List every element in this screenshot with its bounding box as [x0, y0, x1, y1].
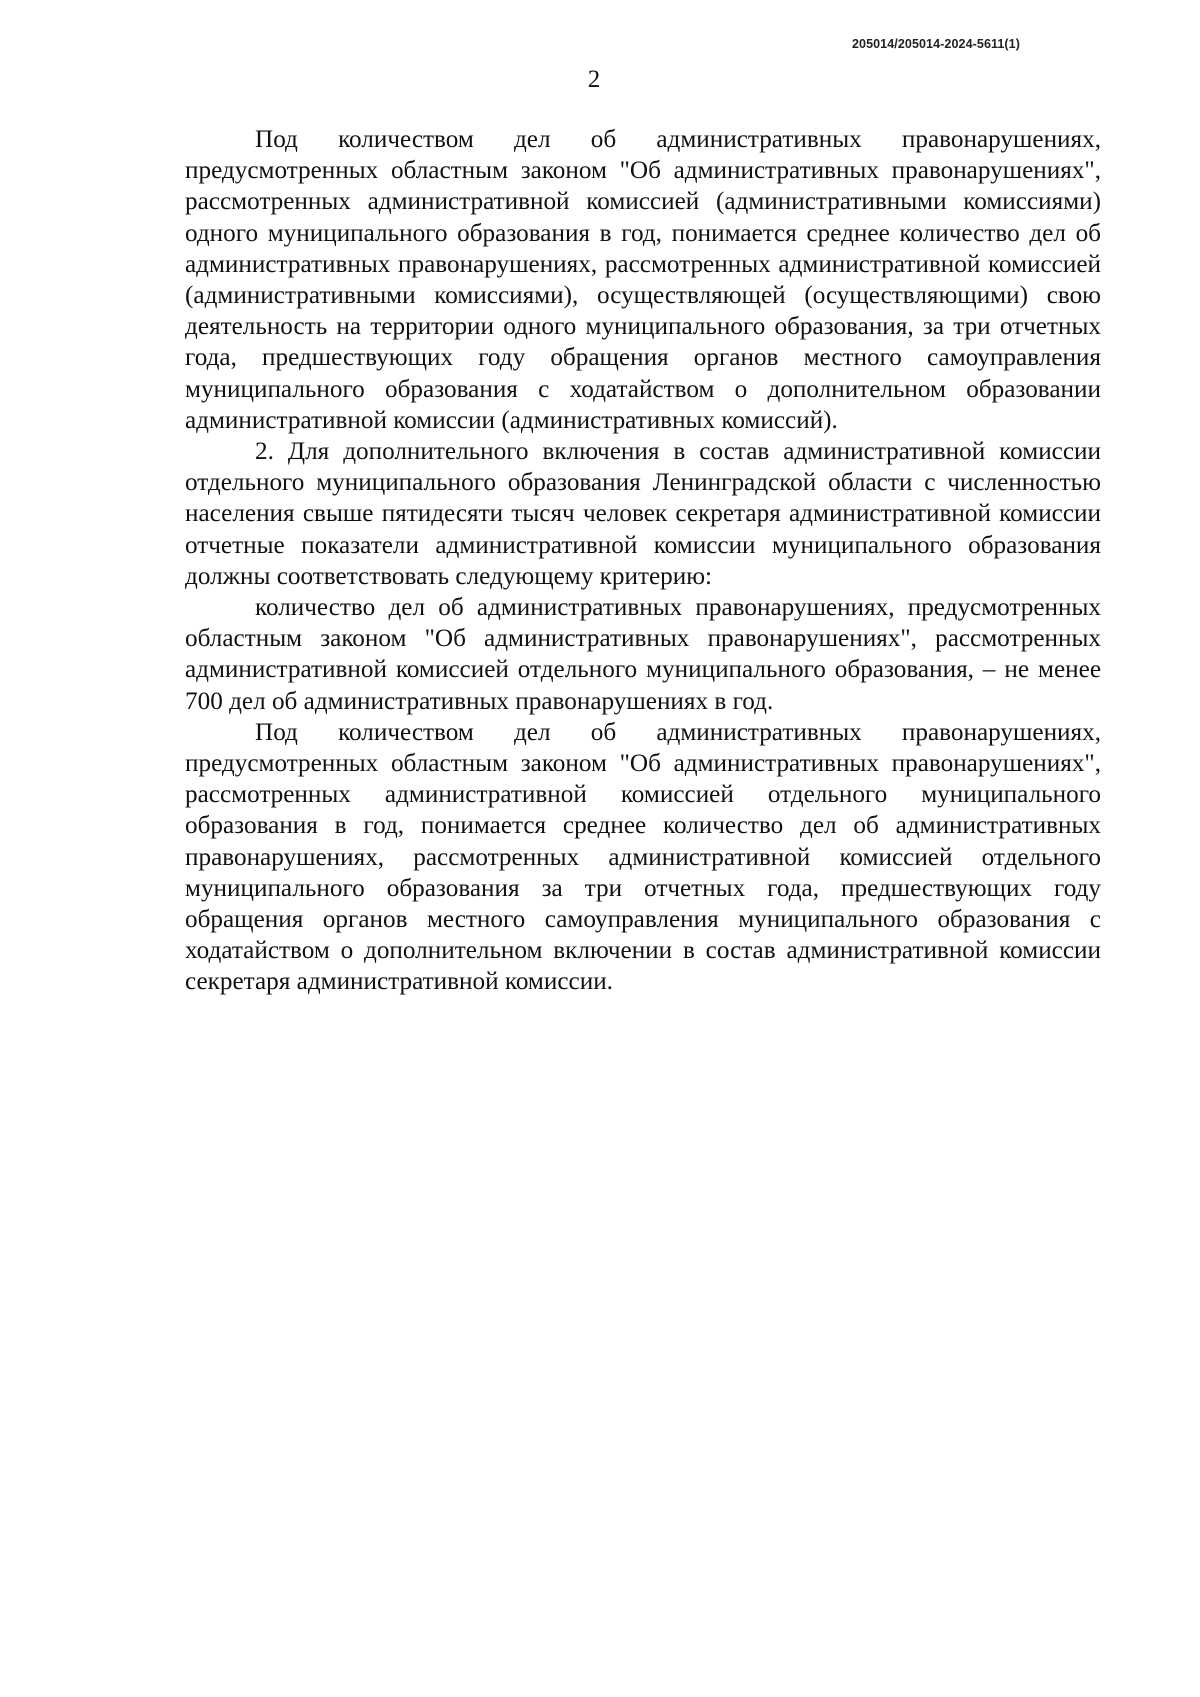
document-id: 205014/205014-2024-5611(1) [851, 37, 1020, 51]
page-number: 2 [587, 66, 601, 93]
document-body [185, 124, 1101, 998]
paragraph-criterion: количество дел об административных правонарушениях, предусмотренных областным законом "Об административных правонарушениях", рассмотренных административной комиссией отдельного муниципального образования, – не менее 700 дел об административных правонарушениях в год. [185, 594, 1101, 715]
paragraph-item-2: 2. Для дополнительного включения в состав административной комиссии отдельного муниципального образования Ленинградской области с численностью населения свыше пятидесяти тысяч человек секретаря административной комиссии отчетные показатели административной комиссии муниципального образования должны соответствовать следующему критерию: [185, 438, 1101, 590]
paragraph-definition-secretary: Под количеством дел об административных правонарушениях, предусмотренных областным законом "Об административных правонарушениях", рассмотренных административной комиссией отдельного муниципального образования в год, понимается среднее количество дел об административных правонарушениях, рассмотренных административной комиссией отдельного муниципального образования за три отчетных года, предшествующих году обращения органов местного самоуправления муниципального образования с ходатайством о дополнительном включении в состав административной комиссии секретаря административной комиссии. [185, 718, 1101, 996]
paragraph-definition-commissions: Под количеством дел об административных правонарушениях, предусмотренных областным законом "Об административных правонарушениях", рассмотренных административной комиссией (административными комиссиями) одного муниципального образования в год, понимается среднее количество дел об административных правонарушениях, рассмотренных административной комиссией (административными комиссиями), осуществляющей (осуществляющими) свою деятельность на территории одного муниципального образования, за три отчетных года, предшествующих году обращения органов местного самоуправления муниципального образования с ходатайством о дополнительном образовании административной комиссии (административных комиссий). [185, 126, 1101, 434]
